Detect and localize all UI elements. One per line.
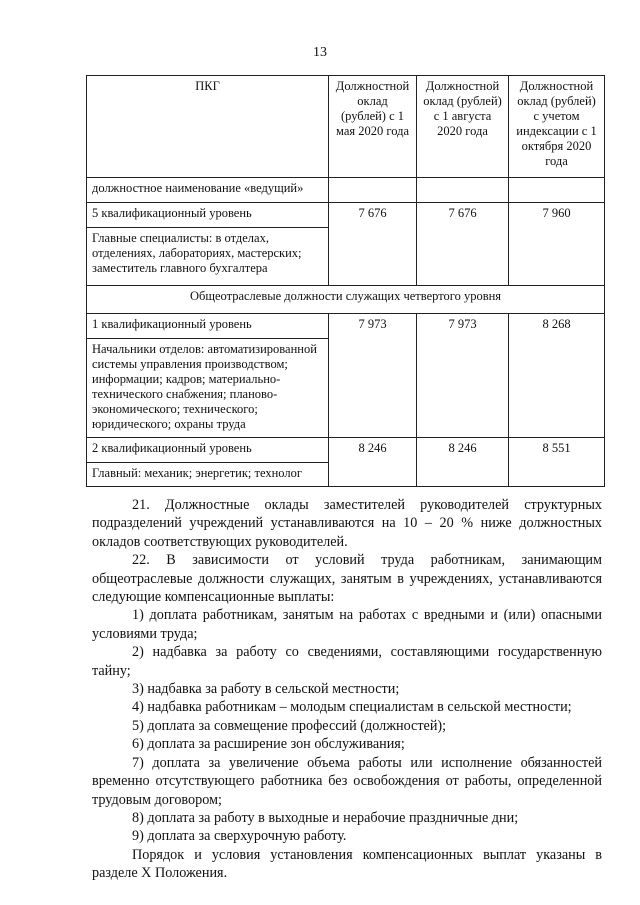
table-row (87, 178, 605, 203)
level1-desc: Начальники отделов: автоматизированной системы управления производством; информации; кадров; материально-технического снабжения; планово-экономического; технического; юридического; охраны труда (87, 339, 329, 438)
row-vedushchiy: должностное наименование «ведущий» (87, 178, 329, 203)
list-item: 3) надбавка за работу в сельской местности; (132, 681, 400, 698)
level5-oct: 7 960 (509, 203, 605, 286)
header-may: Должностной оклад (рублей) с 1 мая 2020 года (329, 76, 417, 178)
level1-oct: 8 268 (509, 314, 605, 438)
level1-may: 7 973 (329, 314, 417, 438)
level2-oct: 8 551 (509, 438, 605, 487)
table-row (87, 203, 605, 228)
list-item: 9) доплата за сверхурочную работу. (132, 828, 347, 845)
table-row (87, 314, 605, 339)
list-item: 2) надбавка за работу со сведениями, составляющими государственную тайну; (92, 644, 602, 679)
header-pkg: ПКГ (87, 76, 329, 178)
body-text (92, 496, 602, 883)
table-row (87, 438, 605, 463)
paragraph-21: 21. Должностные оклады заместителей руководителей структурных подразделений учреждений устанавливаются на 10 – 20 % ниже должностных окладов соответствующих руководителей. (92, 497, 602, 550)
list-item: 7) доплата за увеличение объема работы или исполнение обязанностей временно отсутствующего работника без освобождения от работы, определенной трудовым договором; (92, 754, 602, 808)
level5-label: 5 квалификационный уровень (87, 203, 329, 228)
salary-table (86, 75, 605, 487)
list-item: 4) надбавка работникам – молодым специалистам в сельской местности; (132, 699, 572, 716)
list-item: 1) доплата работникам, занятым на работах с вредными и (или) опасными условиями труда; (92, 607, 602, 642)
list-item: 8) доплата за работу в выходные и нерабочие праздничные дни; (132, 809, 519, 826)
level2-label: 2 квалификационный уровень (87, 438, 329, 463)
table-header-row (87, 76, 605, 178)
level2-may: 8 246 (329, 438, 417, 487)
header-oct: Должностной оклад (рублей) с учетом индексации с 1 октября 2020 года (509, 76, 605, 178)
page-number: 13 (313, 45, 327, 60)
section-row (87, 286, 605, 314)
level1-label: 1 квалификационный уровень (87, 314, 329, 339)
paragraph-22: 22. В зависимости от условий труда работникам, занимающим общеотраслевые должности служащих, занятым в учреждениях, устанавливаются следующие компенсационные выплаты: (92, 552, 602, 606)
level2-aug: 8 246 (417, 438, 509, 487)
level5-aug: 7 676 (417, 203, 509, 286)
section-title: Общеотраслевые должности служащих четвертого уровня (87, 286, 605, 314)
level2-desc: Главный: механик; энергетик; технолог (87, 463, 329, 487)
list-item: 5) доплата за совмещение профессий (должностей); (132, 717, 447, 734)
header-aug: Должностной оклад (рублей) с 1 августа 2020 года (417, 76, 509, 178)
level5-may: 7 676 (329, 203, 417, 286)
level1-aug: 7 973 (417, 314, 509, 438)
level5-desc: Главные специалисты: в отделах, отделениях, лабораториях, мастерских; заместитель главного бухгалтера (87, 228, 329, 286)
closing-paragraph: Порядок и условия установления компенсационных выплат указаны в разделе X Положения. (92, 846, 602, 882)
list-item: 6) доплата за расширение зон обслуживания; (132, 736, 405, 753)
